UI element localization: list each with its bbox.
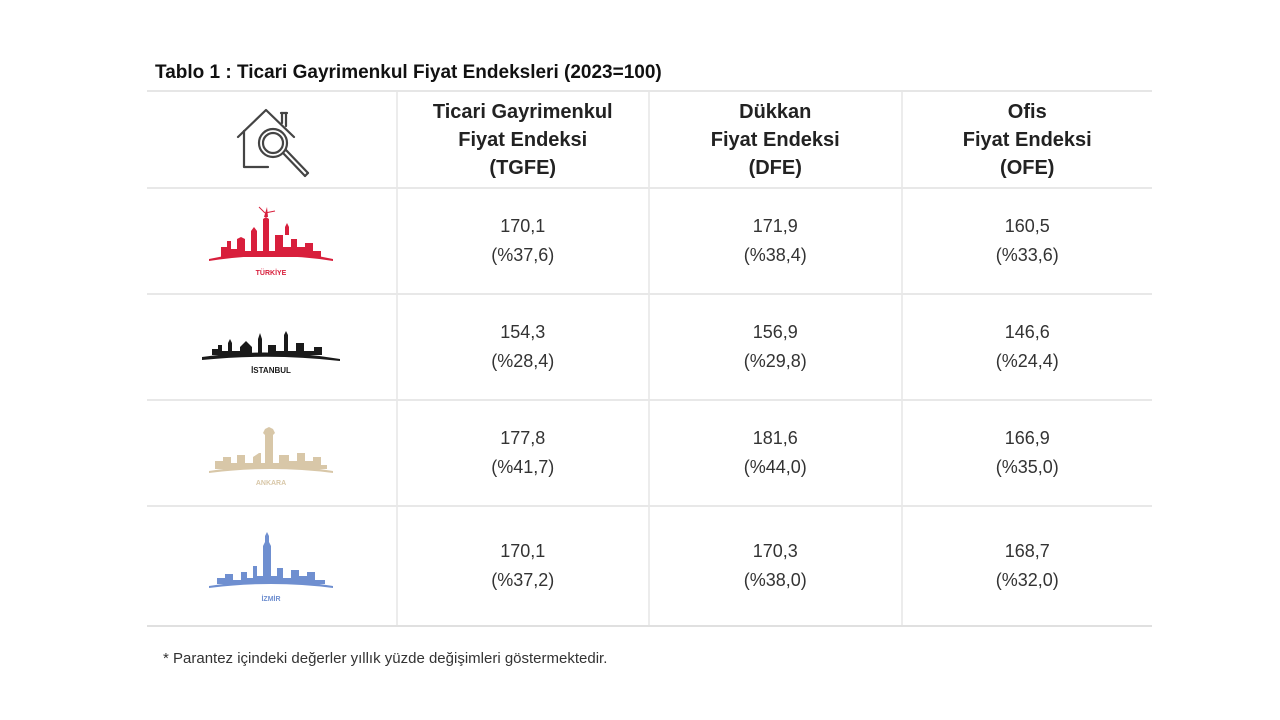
header-dfe-line2: Fiyat Endeksi (710, 128, 840, 151)
ofe-cell (903, 401, 1153, 505)
table-row (147, 189, 1152, 295)
dfe-cell (650, 295, 903, 399)
istanbul-skyline-logo (196, 317, 346, 377)
annual-change: (%44,0) (743, 457, 807, 477)
header-ofe-line2: Fiyat Endeksi (962, 128, 1092, 151)
annual-change: (%33,6) (995, 245, 1059, 265)
header-ofe-line1: Ofis (1007, 100, 1047, 123)
table-header-row (147, 92, 1152, 189)
dfe-cell (650, 507, 903, 625)
table-title: Tablo 1 : Ticari Gayrimenkul Fiyat Endeksleri (2023=100) (155, 62, 662, 83)
index-value: 146,6 (1004, 322, 1050, 342)
header-dfe-line1: Dükkan (739, 100, 812, 123)
annual-change: (%29,8) (743, 351, 807, 371)
index-value: 156,9 (752, 322, 798, 342)
price-index-table (147, 90, 1152, 627)
header-tgfe (398, 92, 651, 187)
region-logo-cell (147, 295, 398, 399)
ankara-skyline-logo (201, 413, 341, 493)
header-dfe (650, 92, 903, 187)
izmir-skyline-logo (201, 526, 341, 606)
index-value: 168,7 (1004, 541, 1050, 561)
dfe-cell (650, 189, 903, 293)
annual-change: (%37,6) (491, 245, 555, 265)
tgfe-cell (398, 189, 651, 293)
annual-change: (%38,0) (743, 570, 807, 590)
annual-change: (%38,4) (743, 245, 807, 265)
header-dfe-line3: (DFE) (748, 156, 802, 179)
header-tgfe-line1: Ticari Gayrimenkul (432, 100, 613, 123)
index-value: 170,1 (500, 541, 546, 561)
table-row (147, 507, 1152, 627)
header-ofe-line3: (OFE) (1000, 156, 1055, 179)
index-value: 171,9 (752, 216, 798, 236)
turkiye-skyline-logo (201, 201, 341, 281)
ofe-cell (903, 295, 1153, 399)
tgfe-cell (398, 401, 651, 505)
annual-change: (%24,4) (995, 351, 1059, 371)
annual-change: (%32,0) (995, 570, 1059, 590)
ofe-cell (903, 507, 1153, 625)
region-label-istanbul: İSTANBUL (251, 366, 292, 375)
table-row (147, 295, 1152, 401)
house-search-icon (226, 97, 316, 182)
annual-change: (%37,2) (491, 570, 555, 590)
annual-change: (%28,4) (491, 351, 555, 371)
header-ofe (903, 92, 1153, 187)
tgfe-cell (398, 295, 651, 399)
header-tgfe-line2: Fiyat Endeksi (458, 128, 588, 151)
annual-change: (%41,7) (491, 457, 555, 477)
index-value: 181,6 (752, 428, 798, 448)
dfe-cell (650, 401, 903, 505)
region-label-ankara: ANKARA (256, 480, 287, 487)
region-logo-cell (147, 401, 398, 505)
index-value: 154,3 (500, 322, 546, 342)
region-logo-cell (147, 189, 398, 293)
header-tgfe-line3: (TGFE) (489, 156, 557, 179)
table-row (147, 401, 1152, 507)
index-value: 166,9 (1004, 428, 1050, 448)
region-label-izmir: İZMİR (261, 596, 281, 603)
ofe-cell (903, 189, 1153, 293)
annual-change: (%35,0) (995, 457, 1059, 477)
index-value: 177,8 (500, 428, 546, 448)
index-value: 170,1 (500, 216, 546, 236)
region-label-turkiye: TÜRKİYE (255, 270, 287, 277)
footnote: * Parantez içindeki değerler yıllık yüzde değişimleri göstermektedir. (163, 650, 608, 667)
index-value: 170,3 (752, 541, 798, 561)
header-icon-cell (147, 92, 398, 187)
index-value: 160,5 (1004, 216, 1050, 236)
tgfe-cell (398, 507, 651, 625)
region-logo-cell (147, 507, 398, 625)
